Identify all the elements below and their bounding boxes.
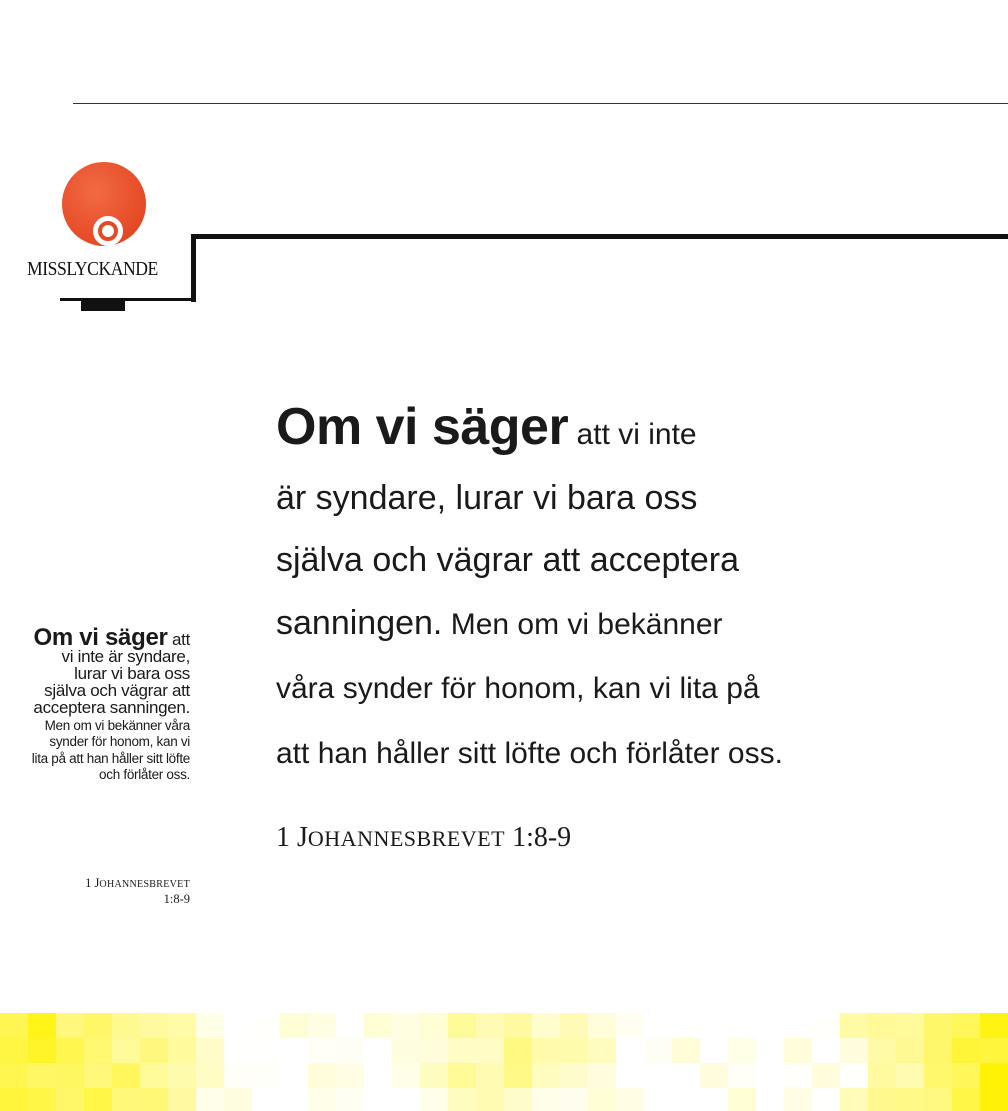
mosaic-tile — [700, 1063, 728, 1088]
mosaic-tile — [868, 1013, 896, 1038]
mosaic-tile — [560, 1038, 588, 1063]
mosaic-tile — [560, 1013, 588, 1038]
mosaic-tile — [812, 1038, 840, 1063]
mosaic-tile — [924, 1013, 952, 1038]
mosaic-tile — [616, 1038, 644, 1063]
section-bracket-top — [192, 234, 1008, 239]
mosaic-tile — [560, 1088, 588, 1111]
mosaic-tile — [168, 1088, 196, 1111]
mosaic-tile — [140, 1013, 168, 1038]
mosaic-tile — [840, 1088, 868, 1111]
yellow-mosaic-band — [0, 1013, 1008, 1111]
mosaic-tile — [364, 1088, 392, 1111]
mosaic-tile — [952, 1063, 980, 1088]
mosaic-tile — [364, 1063, 392, 1088]
mosaic-tile — [980, 1088, 1008, 1111]
side-quote-lead: Om vi säger — [33, 624, 168, 651]
main-quote-lead: Om vi säger — [276, 398, 569, 456]
mosaic-tile — [280, 1088, 308, 1111]
mosaic-tile — [140, 1088, 168, 1111]
mosaic-tile — [224, 1063, 252, 1088]
mosaic-tile — [476, 1013, 504, 1038]
mosaic-tile — [392, 1013, 420, 1038]
mosaic-tile — [532, 1038, 560, 1063]
mosaic-tile — [980, 1063, 1008, 1088]
mosaic-tile — [728, 1038, 756, 1063]
section-label: MISSLYCKANDE — [27, 258, 158, 280]
mosaic-tile — [672, 1088, 700, 1111]
mosaic-tile — [336, 1063, 364, 1088]
mosaic-tile — [392, 1063, 420, 1088]
mosaic-tile — [280, 1038, 308, 1063]
mosaic-tile — [392, 1038, 420, 1063]
mosaic-tile — [756, 1088, 784, 1111]
mosaic-tile — [252, 1088, 280, 1111]
mosaic-tile — [392, 1088, 420, 1111]
main-quote-line: sanningen. — [276, 603, 443, 642]
mosaic-tile — [28, 1088, 56, 1111]
mosaic-tile — [224, 1038, 252, 1063]
mosaic-tile — [224, 1013, 252, 1038]
mosaic-tile — [448, 1013, 476, 1038]
mosaic-tile — [196, 1088, 224, 1111]
mosaic-tile — [644, 1013, 672, 1038]
mosaic-tile — [476, 1063, 504, 1088]
mosaic-tile — [364, 1013, 392, 1038]
mosaic-tile — [728, 1013, 756, 1038]
mosaic-tile — [420, 1088, 448, 1111]
mosaic-tile — [56, 1063, 84, 1088]
mosaic-tile — [84, 1038, 112, 1063]
mosaic-tile — [308, 1013, 336, 1038]
mosaic-tile — [476, 1038, 504, 1063]
side-quote-mid: att vi inte är syndare, lurar vi bara oss själva och vägrar att acceptera sanningen. — [33, 630, 190, 717]
mosaic-tile — [868, 1038, 896, 1063]
mosaic-tile — [560, 1063, 588, 1088]
mosaic-tile — [532, 1063, 560, 1088]
mosaic-tile — [868, 1088, 896, 1111]
mosaic-tile — [448, 1088, 476, 1111]
logo-ring — [93, 216, 123, 246]
mosaic-tile — [168, 1038, 196, 1063]
mosaic-tile — [784, 1038, 812, 1063]
mosaic-tile — [336, 1013, 364, 1038]
mosaic-tile — [308, 1063, 336, 1088]
side-reference-book: OHANNESBREVET — [99, 879, 190, 890]
mosaic-tile — [728, 1063, 756, 1088]
mosaic-tile — [756, 1038, 784, 1063]
mosaic-tile — [112, 1088, 140, 1111]
reference-verse: 1:8-9 — [505, 822, 572, 853]
mosaic-tile — [644, 1038, 672, 1063]
mosaic-tile — [616, 1088, 644, 1111]
mosaic-tile — [0, 1013, 28, 1038]
mosaic-tile — [924, 1063, 952, 1088]
side-reference-initial: J — [94, 876, 100, 890]
mosaic-tile — [196, 1063, 224, 1088]
mosaic-tile — [952, 1038, 980, 1063]
mosaic-tile — [280, 1013, 308, 1038]
mosaic-tile — [56, 1013, 84, 1038]
main-quote-line: våra synder för honom, kan vi lita på — [276, 672, 760, 705]
mosaic-tile — [756, 1063, 784, 1088]
mosaic-tile — [532, 1088, 560, 1111]
mosaic-tile — [196, 1013, 224, 1038]
mosaic-tile — [0, 1063, 28, 1088]
mosaic-tile — [336, 1088, 364, 1111]
mosaic-tile — [448, 1038, 476, 1063]
mosaic-tile — [504, 1013, 532, 1038]
mosaic-tile — [700, 1088, 728, 1111]
mosaic-tile — [700, 1013, 728, 1038]
main-quote-line: Men om vi bekänner — [442, 607, 723, 641]
top-rule — [73, 103, 1008, 104]
mosaic-tile — [756, 1013, 784, 1038]
mosaic-tile — [812, 1013, 840, 1038]
side-reference — [30, 876, 190, 907]
side-quote-rest: Men om vi bekänner våra synder för honom, kan vi lita på att han håller sitt löfte och förlåter oss. — [31, 717, 190, 782]
mosaic-tile — [644, 1063, 672, 1088]
mosaic-tile — [896, 1013, 924, 1038]
mosaic-tile — [252, 1038, 280, 1063]
mosaic-tile — [504, 1088, 532, 1111]
mosaic-tile — [728, 1088, 756, 1111]
side-reference-num: 1 — [85, 876, 95, 890]
section-bracket-tab — [81, 301, 125, 311]
mosaic-tile — [952, 1013, 980, 1038]
mosaic-tile — [308, 1038, 336, 1063]
mosaic-tile — [616, 1013, 644, 1038]
mosaic-tile — [252, 1013, 280, 1038]
main-quote-mid: att vi inte — [568, 418, 697, 451]
mosaic-tile — [840, 1063, 868, 1088]
mosaic-tile — [924, 1038, 952, 1063]
mosaic-tile — [140, 1063, 168, 1088]
mosaic-tile — [840, 1038, 868, 1063]
mosaic-tile — [84, 1088, 112, 1111]
mosaic-tile — [84, 1063, 112, 1088]
mosaic-tile — [616, 1063, 644, 1088]
mosaic-tile — [504, 1038, 532, 1063]
mosaic-tile — [532, 1013, 560, 1038]
mosaic-tile — [588, 1063, 616, 1088]
mosaic-tile — [784, 1063, 812, 1088]
main-reference — [276, 822, 571, 854]
main-quote — [276, 396, 896, 785]
mosaic-tile — [896, 1063, 924, 1088]
side-reference-verse: 1:8-9 — [163, 892, 190, 906]
mosaic-tile — [308, 1088, 336, 1111]
mosaic-tile — [364, 1038, 392, 1063]
mosaic-tile — [700, 1038, 728, 1063]
mosaic-tile — [84, 1013, 112, 1038]
mosaic-tile — [672, 1038, 700, 1063]
main-quote-line: är syndare, lurar vi bara oss — [276, 478, 698, 517]
mosaic-tile — [336, 1038, 364, 1063]
mosaic-tile — [924, 1088, 952, 1111]
side-quote — [30, 624, 190, 784]
main-quote-line: att han håller sitt löfte och förlåter oss. — [276, 736, 783, 770]
mosaic-tile — [896, 1038, 924, 1063]
mosaic-tile — [588, 1088, 616, 1111]
section-logo-icon — [60, 162, 150, 252]
mosaic-tile — [896, 1088, 924, 1111]
mosaic-tile — [420, 1063, 448, 1088]
mosaic-tile — [672, 1063, 700, 1088]
mosaic-tile — [420, 1013, 448, 1038]
mosaic-tile — [784, 1088, 812, 1111]
mosaic-tile — [280, 1063, 308, 1088]
mosaic-tile — [672, 1013, 700, 1038]
reference-initial: J — [297, 822, 308, 853]
main-quote-line: själva och vägrar att acceptera — [276, 541, 740, 579]
mosaic-tile — [196, 1038, 224, 1063]
mosaic-tile — [448, 1063, 476, 1088]
mosaic-tile — [56, 1038, 84, 1063]
mosaic-tile — [0, 1088, 28, 1111]
mosaic-tile — [28, 1013, 56, 1038]
mosaic-tile — [0, 1038, 28, 1063]
mosaic-tile — [252, 1063, 280, 1088]
mosaic-tile — [952, 1088, 980, 1111]
mosaic-tile — [840, 1013, 868, 1038]
mosaic-tile — [812, 1088, 840, 1111]
mosaic-tile — [476, 1088, 504, 1111]
reference-book: OHANNESBREVET — [307, 826, 506, 851]
mosaic-tile — [140, 1038, 168, 1063]
mosaic-tile — [420, 1038, 448, 1063]
mosaic-tile — [784, 1013, 812, 1038]
mosaic-tile — [644, 1088, 672, 1111]
mosaic-tile — [112, 1038, 140, 1063]
mosaic-tile — [28, 1063, 56, 1088]
reference-num: 1 — [276, 822, 297, 853]
mosaic-tile — [112, 1013, 140, 1038]
section-bracket-side — [191, 234, 196, 302]
mosaic-tile — [812, 1063, 840, 1088]
mosaic-tile — [56, 1088, 84, 1111]
mosaic-tile — [112, 1063, 140, 1088]
mosaic-tile — [28, 1038, 56, 1063]
mosaic-tile — [224, 1088, 252, 1111]
mosaic-tile — [168, 1013, 196, 1038]
mosaic-tile — [168, 1063, 196, 1088]
mosaic-tile — [980, 1013, 1008, 1038]
mosaic-tile — [588, 1038, 616, 1063]
mosaic-tile — [588, 1013, 616, 1038]
mosaic-tile — [980, 1038, 1008, 1063]
mosaic-tile — [504, 1063, 532, 1088]
mosaic-tile — [868, 1063, 896, 1088]
